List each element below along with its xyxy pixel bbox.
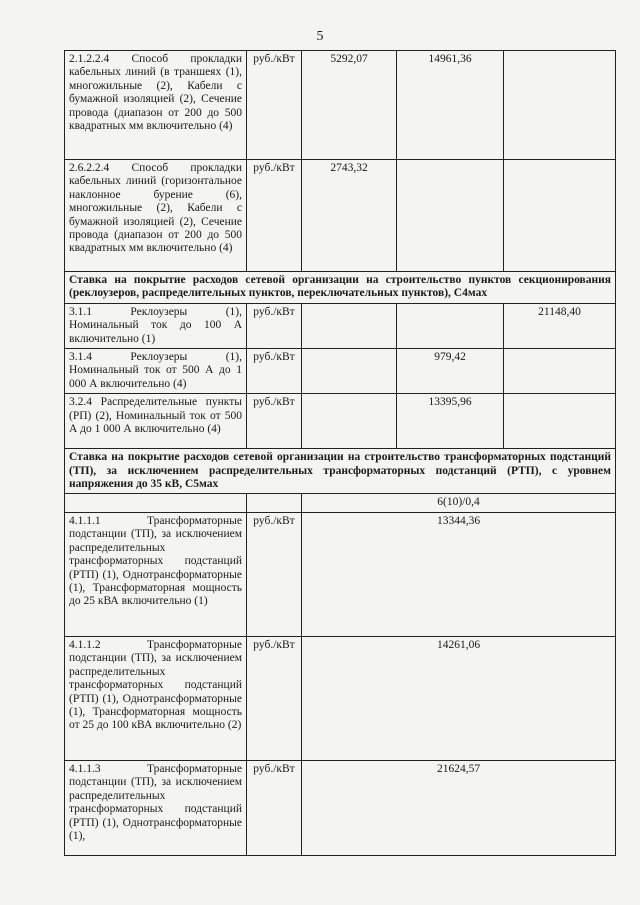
row-value-1 xyxy=(302,303,397,348)
table-row xyxy=(65,51,616,160)
row-value-3 xyxy=(504,349,616,394)
table-row xyxy=(65,303,616,348)
row-value: 21624,57 xyxy=(302,760,616,855)
row-value-1: 5292,07 xyxy=(302,51,397,160)
table-row xyxy=(65,349,616,394)
tariff-table xyxy=(64,50,616,856)
row-unit: руб./кВт xyxy=(247,512,302,636)
row-value-1 xyxy=(302,394,397,449)
row-description: 2.6.2.2.4 Способ прокладки кабельных линий (горизонтальное наклонное бурение (6), многожильные (2), Кабели с бумажной изоляцией (2), Сечение провода (диапазон от 200 до 500 квадратных мм включительно (4) xyxy=(65,160,247,272)
page-number: 5 xyxy=(316,29,324,44)
row-value-1: 2743,32 xyxy=(302,160,397,272)
section-heading-c4: Ставка на покрытие расходов сетевой организации на строительство пунктов секционирования (реклоузеров, распределительных пунктов, переключательных пунктов), С4мах xyxy=(65,272,616,304)
row-description: 3.1.1 Реклоузеры (1), Номинальный ток до 100 А включительно (1) xyxy=(65,303,247,348)
row-value: 14261,06 xyxy=(302,636,616,760)
section-heading-c5: Ставка на покрытие расходов сетевой организации на строительство трансформаторных подстанций (ТП), за исключением распределительных трансформаторных подстанций (РТП), с уровнем напряжения до 35 кВ, С5мах xyxy=(65,449,616,494)
row-value-2 xyxy=(397,160,504,272)
section-heading-row xyxy=(65,449,616,494)
voltage-header-row xyxy=(65,494,616,512)
row-unit: руб./кВт xyxy=(247,349,302,394)
row-value-3: 21148,40 xyxy=(504,303,616,348)
row-unit: руб./кВт xyxy=(247,760,302,855)
row-description: 4.1.1.3 Трансформаторные подстанции (ТП), за исключением распределительных трансформаторных подстанций (РТП) (1), Однотрансформаторные (1), xyxy=(65,760,247,855)
row-unit: руб./кВт xyxy=(247,303,302,348)
row-value-2: 13395,96 xyxy=(397,394,504,449)
row-value-3 xyxy=(504,394,616,449)
row-description: 4.1.1.1 Трансформаторные подстанции (ТП), за исключением распределительных трансформаторных подстанций (РТП) (1), Однотрансформаторные (1), Трансформаторная мощность до 25 кВА включительно (1) xyxy=(65,512,247,636)
row-description: 4.1.1.2 Трансформаторные подстанции (ТП), за исключением распределительных трансформаторных подстанций (РТП) (1), Однотрансформаторные (1), Трансформаторная мощность от 25 до 100 кВА включительно (2) xyxy=(65,636,247,760)
table-row xyxy=(65,160,616,272)
row-value-2: 14961,36 xyxy=(397,51,504,160)
row-value-3 xyxy=(504,160,616,272)
row-description: 3.1.4 Реклоузеры (1), Номинальный ток от 500 А до 1 000 А включительно (4) xyxy=(65,349,247,394)
row-value-2 xyxy=(397,303,504,348)
table-row xyxy=(65,394,616,449)
row-unit: руб./кВт xyxy=(247,636,302,760)
row-value-3 xyxy=(504,51,616,160)
row-unit: руб./кВт xyxy=(247,51,302,160)
row-description: 2.1.2.2.4 Способ прокладки кабельных линий (в траншеях (1), многожильные (2), Кабели с бумажной изоляцией (2), Сечение провода (диапазон от 200 до 500 квадратных мм включительно (4) xyxy=(65,51,247,160)
table-row xyxy=(65,512,616,636)
table-row xyxy=(65,760,616,855)
voltage-label: 6(10)/0,4 xyxy=(302,494,616,512)
table-row xyxy=(65,636,616,760)
row-value-2: 979,42 xyxy=(397,349,504,394)
row-description: 3.2.4 Распределительные пункты (РП) (2), Номинальный ток от 500 А до 1 000 А включительно (4) xyxy=(65,394,247,449)
section-heading-row xyxy=(65,272,616,304)
row-unit: руб./кВт xyxy=(247,160,302,272)
row-unit: руб./кВт xyxy=(247,394,302,449)
row-value-1 xyxy=(302,349,397,394)
row-value: 13344,36 xyxy=(302,512,616,636)
